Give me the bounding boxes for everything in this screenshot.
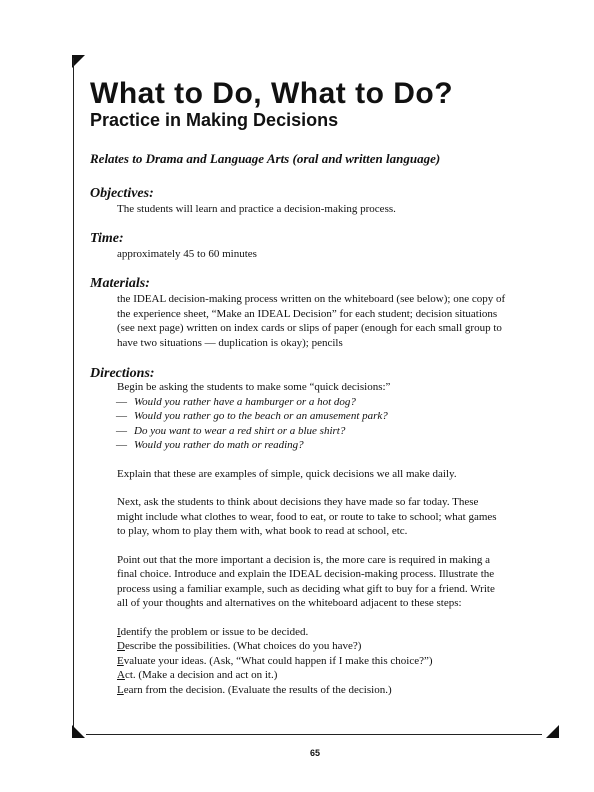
objectives-heading: Objectives: (90, 186, 154, 201)
directions-paragraph-1: Explain that these are examples of simple, quick decisions we all make daily. (117, 467, 457, 480)
paragraph-line: Next, ask the students to think about decisions they have made so far today. These (117, 496, 479, 508)
step-text: dentify the problem or issue to be decided. (120, 625, 309, 638)
step-initial: I (117, 625, 121, 638)
materials-line: the IDEAL decision-making process written on the whiteboard (see below); one copy of (117, 293, 506, 305)
objectives-text (117, 202, 547, 217)
step-text: ct. (Make a decision and act on it.) (124, 669, 278, 681)
materials-heading: Materials: (90, 276, 150, 291)
directions-intro: Begin be asking the students to make some “quick decisions:” (117, 381, 391, 393)
ideal-step (117, 639, 547, 654)
paragraph-line: Point out that the more important a decision is, the more care is required in making a (117, 553, 490, 566)
paragraph-line: all of your thoughts and alternatives on the whiteboard adjacent to these steps: (117, 597, 462, 609)
frame-bottom-rule (86, 734, 542, 735)
directions-paragraph-2 (117, 495, 547, 539)
corner-mark-bottom-right (546, 725, 559, 738)
time-line: approximately 45 to 60 minutes (117, 248, 257, 260)
step-text: valuate your ideas. (Ask, “What could happen if I make this choice?”) (123, 654, 433, 667)
paragraph-line: final choice. Introduce and explain the IDEAL decision-making process. Illustrate the (117, 568, 495, 580)
directions-heading: Directions: (90, 366, 155, 381)
step-initial: A (117, 669, 125, 681)
step-text: escribe the possibilities. (What choices do you have?) (124, 640, 362, 652)
dash-marker: — (116, 410, 127, 422)
paragraph-line: to play, whom to play them with, what book to read at school, etc. (117, 525, 408, 537)
step-initial: L (117, 683, 124, 696)
materials-text (117, 292, 547, 350)
step-initial: E (117, 654, 124, 667)
step-initial: D (117, 640, 125, 652)
ideal-step (117, 625, 547, 640)
dash-marker: — (116, 439, 127, 451)
quick-decision-text: Would you rather do math or reading? (134, 439, 304, 451)
quick-decision-item (116, 409, 547, 424)
materials-line: have two situations — duplication is okay); pencils (117, 336, 343, 349)
frame-left-rule (73, 58, 74, 734)
materials-line: (see next page) written on index cards or slips of paper (enough for each small group to (117, 322, 502, 334)
page-title: What to Do, What to Do? (90, 77, 454, 110)
dash-marker: — (116, 424, 127, 437)
quick-decision-text: Do you want to wear a red shirt or a blue shirt? (134, 424, 346, 437)
page-number: 65 (309, 748, 320, 758)
step-text: earn from the decision. (Evaluate the results of the decision.) (123, 683, 392, 696)
quick-decision-item (116, 438, 547, 453)
relates-to-line: Relates to Drama and Language Arts (oral and written language) (90, 151, 441, 166)
ideal-step (117, 683, 547, 698)
page-subtitle: Practice in Making Decisions (90, 110, 339, 130)
quick-decision-text: Would you rather have a hamburger or a hot dog? (134, 395, 356, 408)
ideal-steps-list (117, 625, 547, 698)
quick-decision-item (116, 395, 547, 410)
directions-paragraph-3 (117, 553, 547, 611)
time-heading: Time: (90, 231, 124, 246)
quick-decision-text: Would you rather go to the beach or an amusement park? (134, 410, 388, 422)
directions-text (117, 380, 547, 697)
paragraph-line: process using a familiar example, such as deciding what gift to buy for a friend. Write (117, 582, 495, 595)
quick-decision-item (116, 424, 547, 439)
materials-line: the experience sheet, “Make an IDEAL Decision” for each student; decision situations (117, 307, 498, 320)
paragraph-line: might include what clothes to wear, food to eat, or route to take to school; what games (117, 510, 497, 523)
ideal-step (117, 654, 547, 669)
dash-marker: — (116, 395, 127, 408)
ideal-step (117, 668, 547, 683)
objectives-line: The students will learn and practice a decision-making process. (117, 203, 396, 215)
corner-mark-bottom-left (72, 725, 85, 738)
time-text (117, 247, 547, 262)
